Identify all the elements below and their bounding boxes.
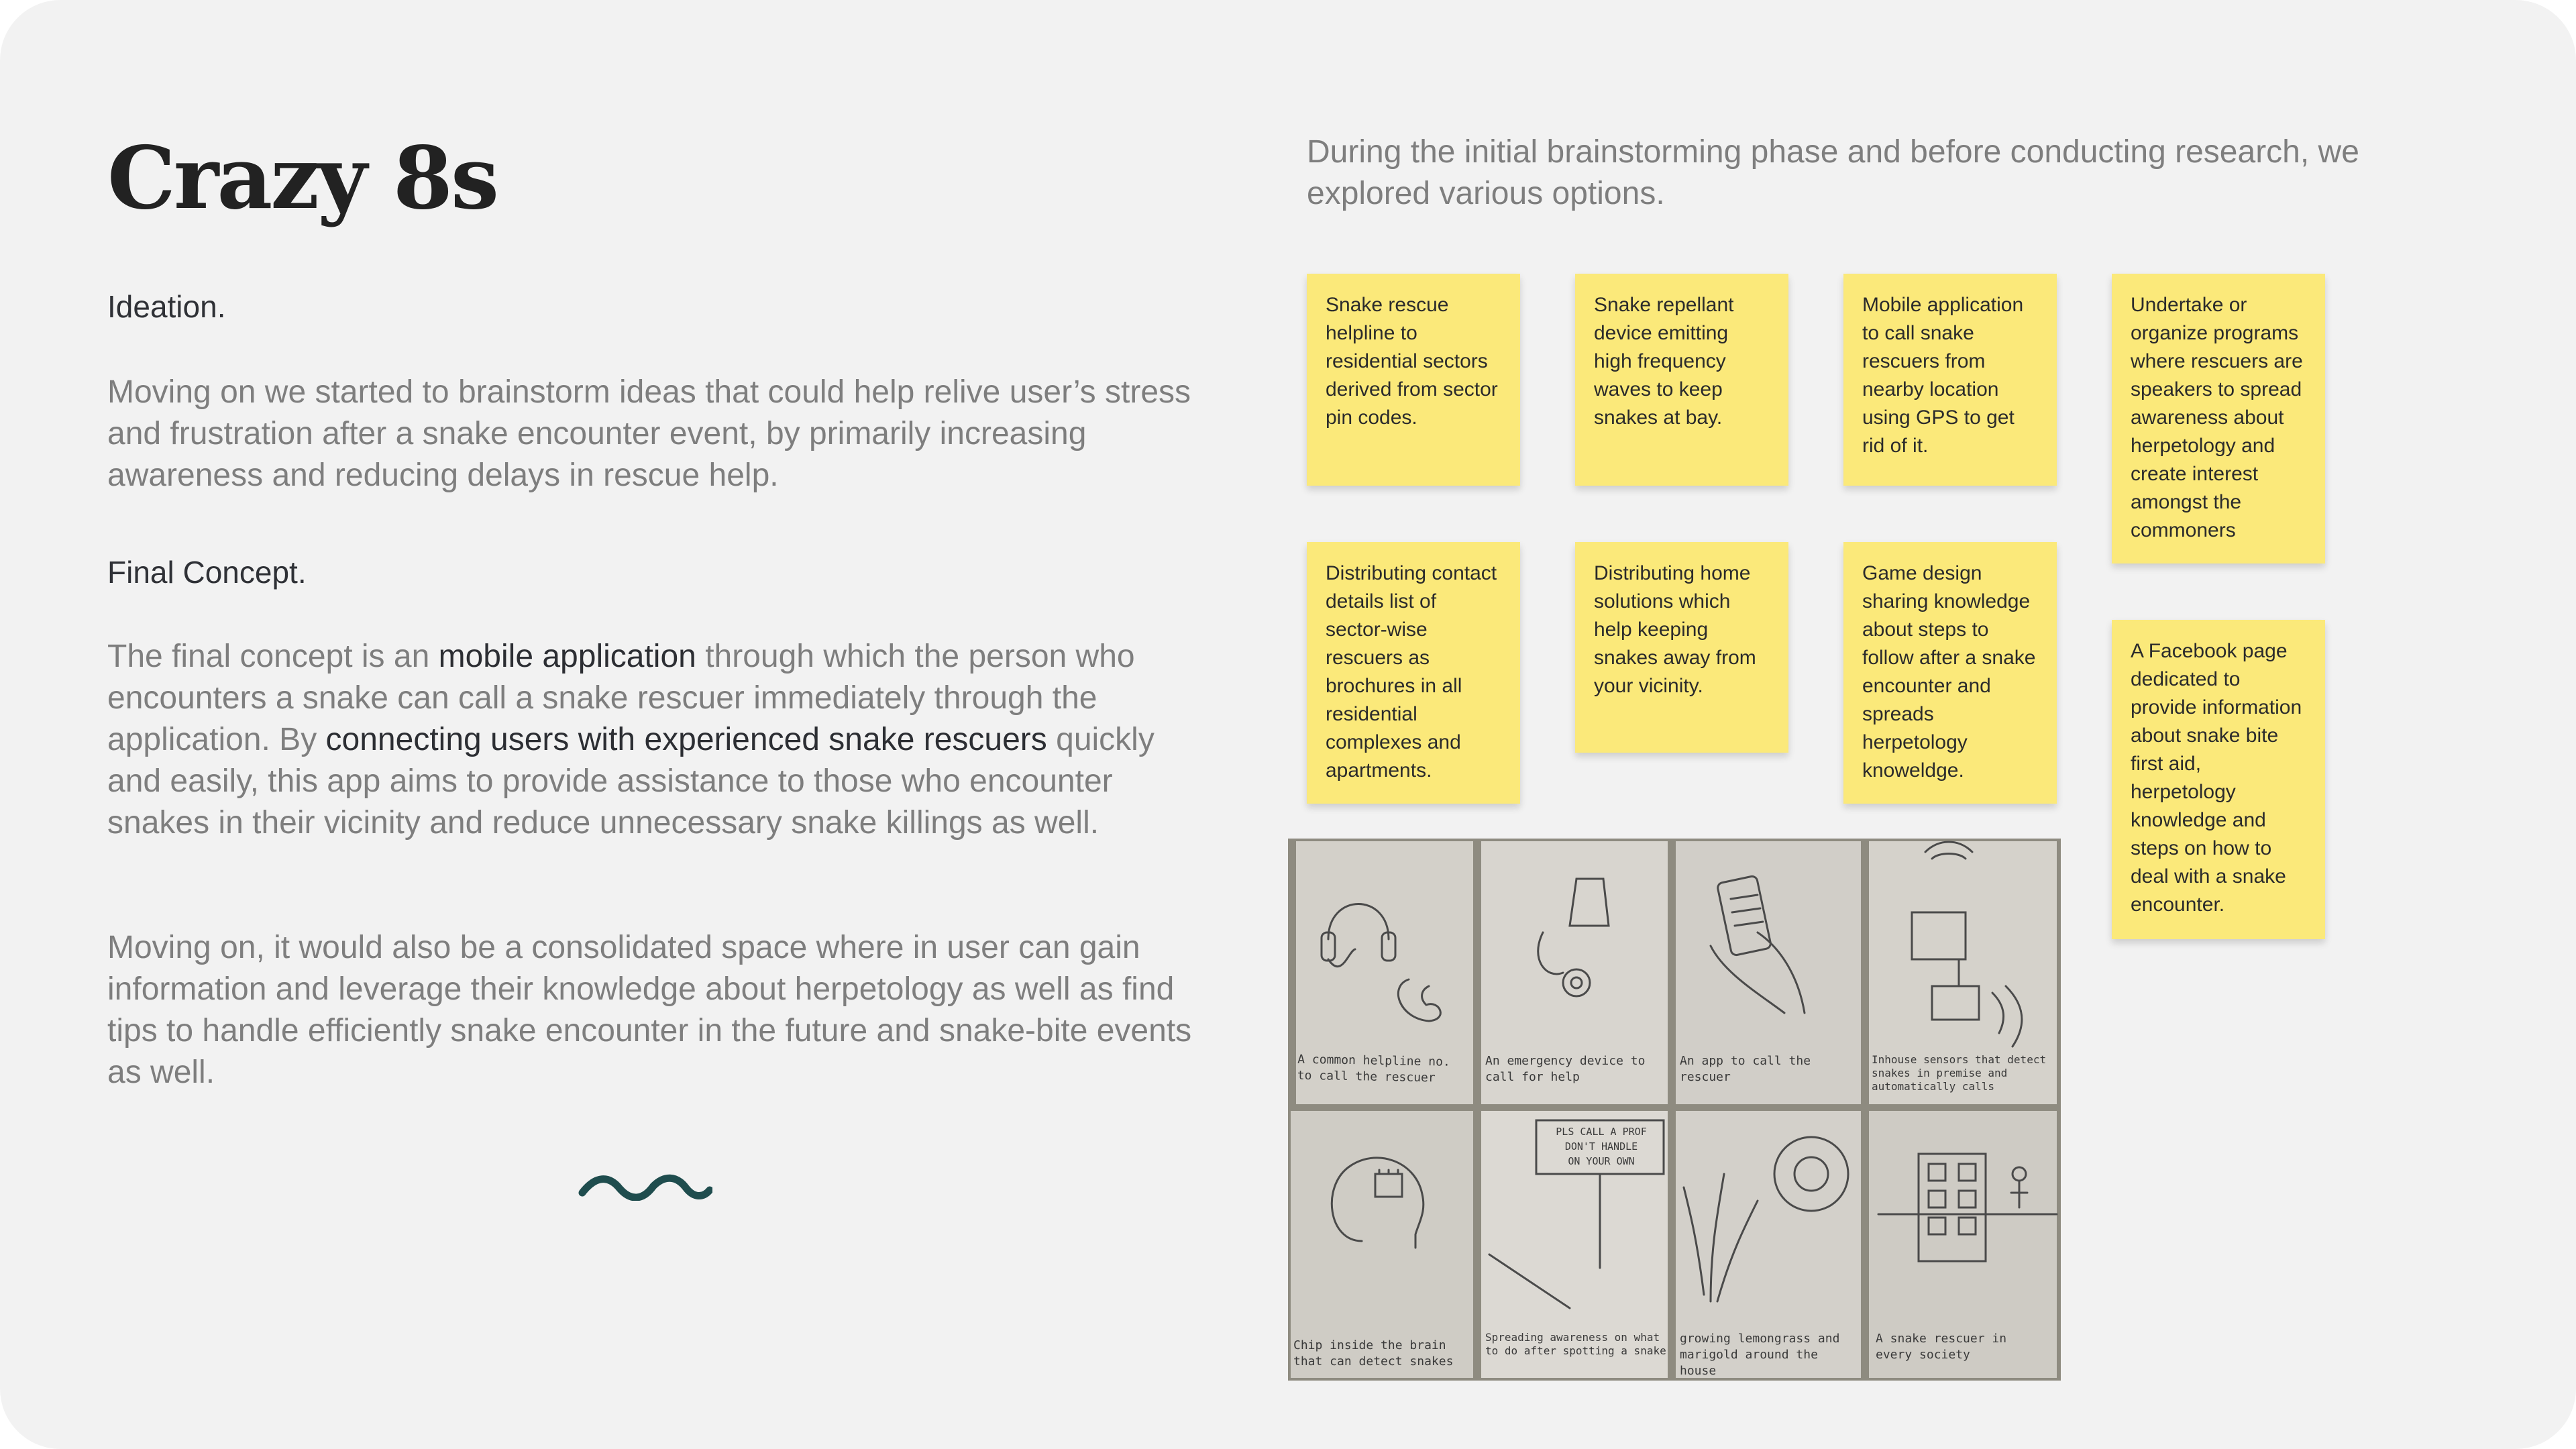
sign-line: PLS CALL A PROF bbox=[1556, 1126, 1647, 1138]
sketch-drawings bbox=[1288, 839, 2061, 1381]
sketch-caption: Spreading awareness on what to do after spotting a snake bbox=[1485, 1331, 1666, 1357]
sketch-caption: Chip inside the brain that can detect snakes bbox=[1293, 1338, 1454, 1368]
final-concept-heading: Final Concept. bbox=[107, 555, 307, 590]
sticky-note: Distributing home solutions which help keeping snakes away from your vicinity. bbox=[1575, 542, 1788, 753]
sketch-caption: growing lemongrass and marigold around the house bbox=[1680, 1332, 1840, 1378]
sketch-sign-text bbox=[1544, 1124, 1658, 1169]
sketch-caption: An app to call the rescuer bbox=[1680, 1054, 1811, 1084]
squiggle-divider-icon bbox=[578, 1173, 712, 1201]
sticky-note: Distributing contact details list of sector-wise rescuers as brochures in all residential complexes and apartments. bbox=[1307, 542, 1520, 804]
final-text-part: The final concept is an bbox=[107, 639, 439, 674]
sketch-caption: An emergency device to call for help bbox=[1485, 1054, 1646, 1084]
sticky-note: A Facebook page dedicated to provide information about snake bite first aid, herpetology knowledge and steps on how to deal with a snake encounter. bbox=[2112, 620, 2325, 939]
sticky-note: Game design sharing knowledge about steps to follow after a snake encounter and spreads herpetology knoweldge. bbox=[1843, 542, 2057, 804]
sticky-note: Snake rescue helpline to residential sectors derived from sector pin codes. bbox=[1307, 274, 1520, 486]
ideation-text: Moving on we started to brainstorm ideas that could help relive user’s stress and frustration after a snake encounter event, by primarily increasing awareness and reducing delays in rescue help. bbox=[107, 374, 1191, 493]
final-text-part: quickly and easily, this app aims to provide assistance to those who encounter snakes in their vicinity and reduce unnecessary snake killings as well. bbox=[107, 722, 1155, 841]
connecting-users-highlight: connecting users with experienced snake rescuers bbox=[325, 722, 1047, 757]
ideation-heading: Ideation. bbox=[107, 289, 226, 324]
sticky-note: Snake repellant device emitting high frequency waves to keep snakes at bay. bbox=[1575, 274, 1788, 486]
final-concept-text bbox=[107, 636, 1208, 844]
page-title: Crazy 8s bbox=[107, 128, 497, 229]
sketch-caption: A snake rescuer in every society bbox=[1876, 1332, 2007, 1362]
sketch-caption: A common helpline no. to call the rescuer bbox=[1297, 1052, 1450, 1085]
final-text-part: through which the person who encounters a snake can call a snake rescuer immediately through the application. By bbox=[107, 639, 1135, 757]
sticky-note: Undertake or organize programs where rescuers are speakers to spread awareness about herpetology and create interest amongst the commoners bbox=[2112, 274, 2325, 564]
crazy-8s-sketch-photo bbox=[1288, 839, 2061, 1381]
mobile-application-highlight: mobile application bbox=[438, 639, 696, 674]
sticky-note: Mobile application to call snake rescuers from nearby location using GPS to get rid of it. bbox=[1843, 274, 2057, 486]
sign-line: DON'T HANDLE bbox=[1564, 1140, 1638, 1152]
consolidated-space-text: Moving on, it would also be a consolidated space where in user can gain information and leverage their knowledge about herpetology as well as find tips to handle efficiently snake encounter in the future and snake-bite events as well. bbox=[107, 930, 1192, 1090]
sketch-caption: Inhouse sensors that detect snakes in premise and automatically calls bbox=[1872, 1053, 2047, 1093]
sign-line: ON YOUR OWN bbox=[1568, 1155, 1635, 1167]
brainstorm-intro: During the initial brainstorming phase and before conducting research, we explored various options. bbox=[1307, 134, 2359, 211]
